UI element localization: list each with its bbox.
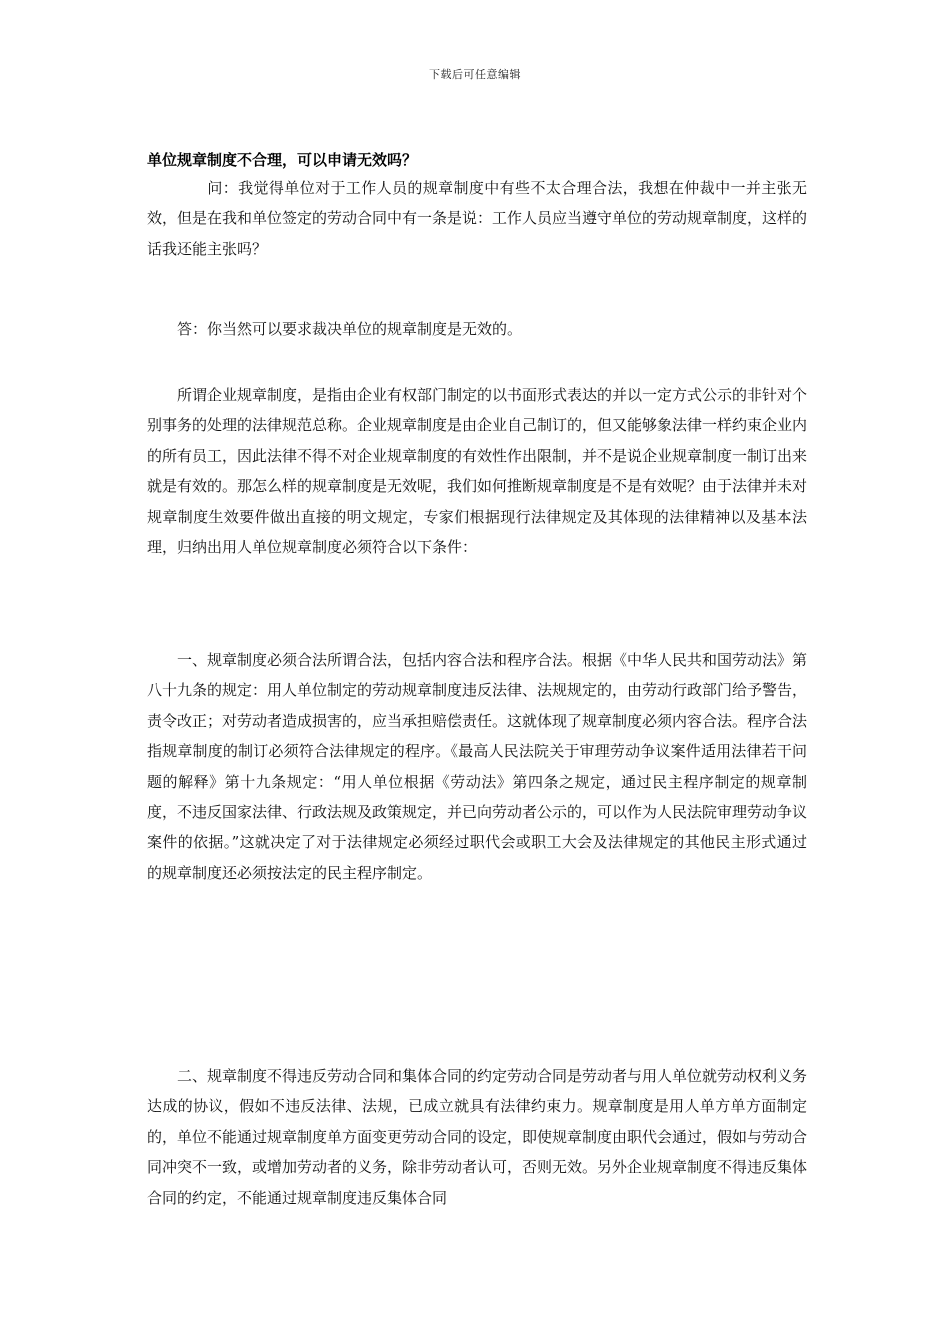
definition-text: 所谓企业规章制度，是指由企业有权部门制定的以书面形式表达的并以一定方式公示的非针对个别事务的处理的法律规范总称。企业规章制度是由企业自己制订的，但又能够象法律一样约束企业内的所有员工，因此法律不得不对企业规章制度的有效性作出限制，并不是说企业规章制度一制订出来就是有效的。那怎么样的规章制度是无效呢，我们如何推断规章制度是不是有效呢？由于法律并未对规章制度生效要件做出直接的明文规定，专家们根据现行法律规定及其体现的法律精神以及基本法理，归纳出用人单位规章制度必须符合以下条件：	[147, 386, 808, 557]
point-two-paragraph	[147, 1061, 807, 1213]
document-title: 单位规章制度不合理，可以申请无效吗？	[147, 151, 418, 169]
point-one-paragraph	[147, 645, 807, 888]
question-text: 问：我觉得单位对于工作人员的规章制度中有些不太合理合法，我想在仲裁中一并主张无效，但是在我和单位签定的劳动合同中有一条是说：工作人员应当遵守单位的劳动规章制度，这样的话我还能主张吗？	[147, 179, 808, 258]
page-header: 下载后可任意编辑	[429, 68, 521, 81]
question-paragraph	[147, 173, 807, 264]
answer-paragraph	[147, 314, 807, 344]
point-two-text: 二、规章制度不得违反劳动合同和集体合同的约定劳动合同是劳动者与用人单位就劳动权利义务达成的协议，假如不违反法律、法规，已成立就具有法律约束力。规章制度是用人单方单方面制定的，单位不能通过规章制度单方面变更劳动合同的设定，即使规章制度由职代会通过，假如与劳动合同冲突不一致，或增加劳动者的义务，除非劳动者认可，否则无效。另外企业规章制度不得违反集体合同的约定，不能通过规章制度违反集体合同	[147, 1067, 808, 1207]
answer-text: 答：你当然可以要求裁决单位的规章制度是无效的。	[177, 320, 523, 338]
definition-paragraph	[147, 380, 807, 562]
point-one-text: 一、规章制度必须合法所谓合法，包括内容合法和程序合法。根据《中华人民共和国劳动法》第八十九条的规定：用人单位制定的劳动规章制度违反法律、法规规定的，由劳动行政部门给予警告，责令改正；对劳动者造成损害的，应当承担赔偿责任。这就体现了规章制度必须内容合法。程序合法指规章制度的制订必须符合法律规定的程序。《最高人民法院关于审理劳动争议案件适用法律若干问题的解释》第十九条规定：“用人单位根据《劳动法》第四条之规定，通过民主程序制定的规章制度，不违反国家法律、行政法规及政策规定，并已向劳动者公示的，可以作为人民法院审理劳动争议案件的依据。”这就决定了对于法律规定必须经过职代会或职工大会及法律规定的其他民主形式通过的规章制度还必须按法定的民主程序制定。	[147, 651, 808, 882]
